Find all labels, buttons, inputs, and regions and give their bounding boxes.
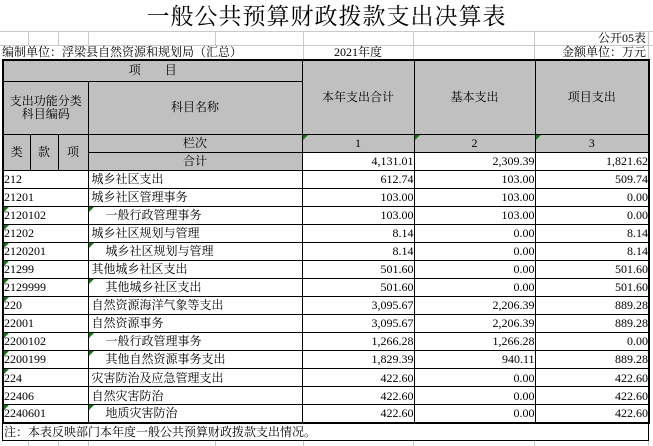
total-cell[interactable]: 612.74 xyxy=(302,170,414,188)
code-text: 220 xyxy=(4,298,22,313)
subject-cell[interactable] xyxy=(88,170,302,188)
error-indicator-icon xyxy=(303,135,308,140)
error-indicator-icon xyxy=(536,135,541,140)
error-indicator-icon xyxy=(4,405,9,410)
subject-text: 自然灾害防治 xyxy=(91,388,164,403)
budget-table xyxy=(2,59,650,424)
basic-cell[interactable]: 1,266.28 xyxy=(414,333,535,351)
code-text: 2120102 xyxy=(4,208,46,223)
basic-cell[interactable]: 0.00 xyxy=(414,261,535,279)
gridline xyxy=(88,31,89,45)
total-row xyxy=(3,152,649,170)
total-label-cell[interactable]: 合计 xyxy=(88,152,302,170)
gridline xyxy=(413,31,414,59)
table-row xyxy=(3,224,649,242)
error-indicator-icon xyxy=(4,369,9,374)
subject-cell[interactable] xyxy=(88,188,302,206)
error-indicator-icon xyxy=(4,333,9,338)
subject-text: 城乡社区规划与管理 xyxy=(91,226,200,241)
basic-cell[interactable]: 2,206.39 xyxy=(414,297,535,315)
error-indicator-icon xyxy=(4,261,9,266)
gridline xyxy=(413,441,414,446)
table-row xyxy=(3,297,649,315)
basic-cell[interactable]: 0.00 xyxy=(414,387,535,405)
code-cell[interactable] xyxy=(3,333,88,351)
total-cell[interactable]: 422.60 xyxy=(302,369,414,387)
project-cell[interactable]: 422.60 xyxy=(535,369,649,387)
code-cell[interactable] xyxy=(3,279,88,297)
total-cell[interactable]: 8.14 xyxy=(302,224,414,242)
basic-cell[interactable]: 0.00 xyxy=(414,242,535,260)
total-cell[interactable]: 422.60 xyxy=(302,405,414,423)
project-cell[interactable]: 509.74 xyxy=(535,170,649,188)
code-cell[interactable] xyxy=(3,242,88,260)
meta-rows xyxy=(0,31,653,59)
basic-cell[interactable]: 0.00 xyxy=(414,224,535,242)
error-indicator-icon xyxy=(89,405,94,410)
code-cell[interactable] xyxy=(3,188,88,206)
subject-text: 地质灾害防治 xyxy=(105,406,178,421)
subject-text: 城乡社区管理事务 xyxy=(91,190,188,205)
subject-cell[interactable] xyxy=(88,242,302,260)
header-code-group-line1: 支出功能分类 xyxy=(9,94,82,109)
error-indicator-icon xyxy=(415,135,420,140)
project-cell[interactable]: 422.60 xyxy=(535,387,649,405)
gridline xyxy=(648,31,649,59)
project-cell[interactable]: 889.28 xyxy=(535,297,649,315)
basic-cell[interactable]: 0.00 xyxy=(414,369,535,387)
error-indicator-icon xyxy=(4,225,9,230)
header-item[interactable]: 项 xyxy=(58,134,88,170)
table-row xyxy=(3,170,649,188)
header-code-group[interactable] xyxy=(3,81,88,134)
subject-cell[interactable] xyxy=(88,351,302,369)
total-cell[interactable]: 501.60 xyxy=(302,261,414,279)
error-indicator-icon xyxy=(89,207,94,212)
header-col-1[interactable] xyxy=(302,134,414,152)
error-indicator-icon xyxy=(4,351,9,356)
error-indicator-icon xyxy=(4,297,9,302)
project-cell[interactable]: 889.28 xyxy=(535,351,649,369)
table-row xyxy=(3,206,649,224)
total-cell[interactable]: 501.60 xyxy=(302,279,414,297)
code-cell[interactable] xyxy=(3,405,88,423)
subject-cell[interactable] xyxy=(88,369,302,387)
project-cell[interactable]: 0.00 xyxy=(535,188,649,206)
header-basic-col[interactable]: 基本支出 xyxy=(414,60,535,134)
error-indicator-icon xyxy=(89,279,94,284)
total-project-cell[interactable]: 1,821.62 xyxy=(535,152,649,170)
error-indicator-icon xyxy=(89,351,94,356)
header-section[interactable]: 款 xyxy=(30,134,58,170)
subject-text: 一般行政管理事务 xyxy=(105,208,202,223)
subject-cell[interactable] xyxy=(88,261,302,279)
code-cell[interactable] xyxy=(3,261,88,279)
gridline xyxy=(534,441,535,446)
project-cell[interactable]: 501.60 xyxy=(535,261,649,279)
subject-text: 灾害防治及应急管理支出 xyxy=(91,370,224,385)
table-row xyxy=(3,351,649,369)
basic-cell[interactable]: 940.11 xyxy=(414,351,535,369)
header-code-group-line2: 科目编码 xyxy=(21,106,70,121)
basic-cell[interactable]: 2,206.39 xyxy=(414,315,535,333)
code-text: 21299 xyxy=(4,262,34,277)
total-basic-cell[interactable]: 2,309.39 xyxy=(414,152,535,170)
subject-cell[interactable] xyxy=(88,405,302,423)
gridline xyxy=(534,31,535,59)
code-cell[interactable] xyxy=(3,315,88,333)
gridline xyxy=(303,441,304,446)
code-text: 22406 xyxy=(4,388,34,403)
subject-text: 其他城乡社区支出 xyxy=(91,262,188,277)
subject-cell[interactable] xyxy=(88,387,302,405)
table-row xyxy=(3,188,649,206)
gridline xyxy=(0,31,653,32)
gridline xyxy=(28,441,29,446)
header-row-lanci xyxy=(3,134,649,152)
gridline xyxy=(215,441,216,446)
code-text: 2200102 xyxy=(4,334,46,349)
header-col-3[interactable] xyxy=(535,134,649,152)
prepared-by: 编制单位：浮梁县自然资源和规划局（汇总） xyxy=(2,45,243,59)
table-row xyxy=(3,315,649,333)
header-lanci[interactable]: 栏次 xyxy=(88,134,302,152)
code-cell[interactable] xyxy=(3,369,88,387)
code-text: 21202 xyxy=(4,226,34,241)
subject-cell[interactable] xyxy=(88,333,302,351)
code-text: 21201 xyxy=(4,190,34,205)
header-col-2[interactable] xyxy=(414,134,535,152)
header-row-project xyxy=(3,60,649,81)
project-cell[interactable]: 0.00 xyxy=(535,333,649,351)
total-cell[interactable]: 422.60 xyxy=(302,387,414,405)
total-cell[interactable]: 103.00 xyxy=(302,188,414,206)
code-text: 2129999 xyxy=(4,280,46,295)
code-text: 212 xyxy=(4,172,22,186)
subject-text: 自然资源事务 xyxy=(91,316,164,331)
project-cell[interactable]: 422.60 xyxy=(535,405,649,423)
basic-cell[interactable]: 0.00 xyxy=(414,279,535,297)
code-cell[interactable] xyxy=(3,206,88,224)
code-cell[interactable] xyxy=(3,170,88,188)
header-project-col[interactable]: 项目支出 xyxy=(535,60,649,134)
code-cell[interactable] xyxy=(3,297,88,315)
table-row xyxy=(3,387,649,405)
total-cell[interactable]: 1,829.39 xyxy=(302,351,414,369)
header-subject-name[interactable]: 科目名称 xyxy=(88,81,302,134)
basic-cell[interactable]: 103.00 xyxy=(414,206,535,224)
total-cell[interactable]: 1,266.28 xyxy=(302,333,414,351)
gridline xyxy=(648,441,649,446)
subject-cell[interactable] xyxy=(88,224,302,242)
header-col-3-label: 3 xyxy=(588,135,595,150)
total-cell[interactable]: 3,095.67 xyxy=(302,297,414,315)
code-cell[interactable] xyxy=(3,224,88,242)
header-project[interactable]: 项 目 xyxy=(3,60,302,81)
basic-cell[interactable]: 103.00 xyxy=(414,188,535,206)
code-text: 2240601 xyxy=(4,406,46,421)
code-text: 2120201 xyxy=(4,244,46,259)
header-total-col[interactable]: 本年支出合计 xyxy=(302,60,414,134)
subject-text: 城乡社区支出 xyxy=(91,172,164,186)
basic-cell[interactable]: 103.00 xyxy=(414,170,535,188)
error-indicator-icon xyxy=(4,207,9,212)
error-indicator-icon xyxy=(4,243,9,248)
gridline xyxy=(215,31,216,45)
note-text: 注：本表反映部门本年度一般公共预算财政拨款支出情况。 xyxy=(2,424,649,441)
amount-unit: 金额单位：万元 xyxy=(561,45,646,59)
gridline xyxy=(58,441,59,446)
error-indicator-icon xyxy=(4,279,9,284)
bottom-grid-strip xyxy=(0,441,653,446)
code-text: 2200199 xyxy=(4,352,46,367)
table-row xyxy=(3,333,649,351)
total-cell[interactable]: 3,095.67 xyxy=(302,315,414,333)
form-number: 公开05表 xyxy=(597,31,646,45)
basic-cell[interactable]: 0.00 xyxy=(414,405,535,423)
table-row xyxy=(3,261,649,279)
gridline xyxy=(58,31,59,45)
total-cell[interactable]: 8.14 xyxy=(302,242,414,260)
header-col-1-label: 1 xyxy=(355,135,362,150)
project-cell[interactable]: 8.14 xyxy=(535,224,649,242)
code-cell[interactable] xyxy=(3,387,88,405)
header-col-2-label: 2 xyxy=(471,135,478,150)
gridline xyxy=(88,441,89,446)
page-title: 一般公共预算财政拨款支出决算表 xyxy=(146,4,507,29)
subject-text: 自然资源海洋气象等支出 xyxy=(91,298,224,313)
project-cell[interactable]: 889.28 xyxy=(535,315,649,333)
gridline xyxy=(28,31,29,45)
total-cell[interactable]: 103.00 xyxy=(302,206,414,224)
subject-text: 城乡社区规划与管理 xyxy=(105,244,214,259)
table-row xyxy=(3,242,649,260)
error-indicator-icon xyxy=(89,243,94,248)
header-class[interactable]: 类 xyxy=(3,134,30,170)
project-cell[interactable]: 8.14 xyxy=(535,242,649,260)
subject-cell[interactable] xyxy=(88,297,302,315)
table-row xyxy=(3,369,649,387)
code-text: 224 xyxy=(4,370,22,385)
total-total-cell[interactable]: 4,131.01 xyxy=(302,152,414,170)
project-cell[interactable]: 501.60 xyxy=(535,279,649,297)
code-cell[interactable] xyxy=(3,351,88,369)
subject-cell[interactable] xyxy=(88,315,302,333)
subject-text: 一般行政管理事务 xyxy=(105,334,202,349)
error-indicator-icon xyxy=(89,333,94,338)
subject-text: 其他自然资源事务支出 xyxy=(105,352,226,367)
code-text: 22001 xyxy=(4,316,34,331)
subject-cell[interactable] xyxy=(88,279,302,297)
project-cell[interactable]: 0.00 xyxy=(535,206,649,224)
fiscal-year: 2021年度 xyxy=(333,45,382,59)
subject-cell[interactable] xyxy=(88,206,302,224)
table-row xyxy=(3,279,649,297)
subject-text: 其他城乡社区支出 xyxy=(105,280,202,295)
table-row xyxy=(3,405,649,423)
